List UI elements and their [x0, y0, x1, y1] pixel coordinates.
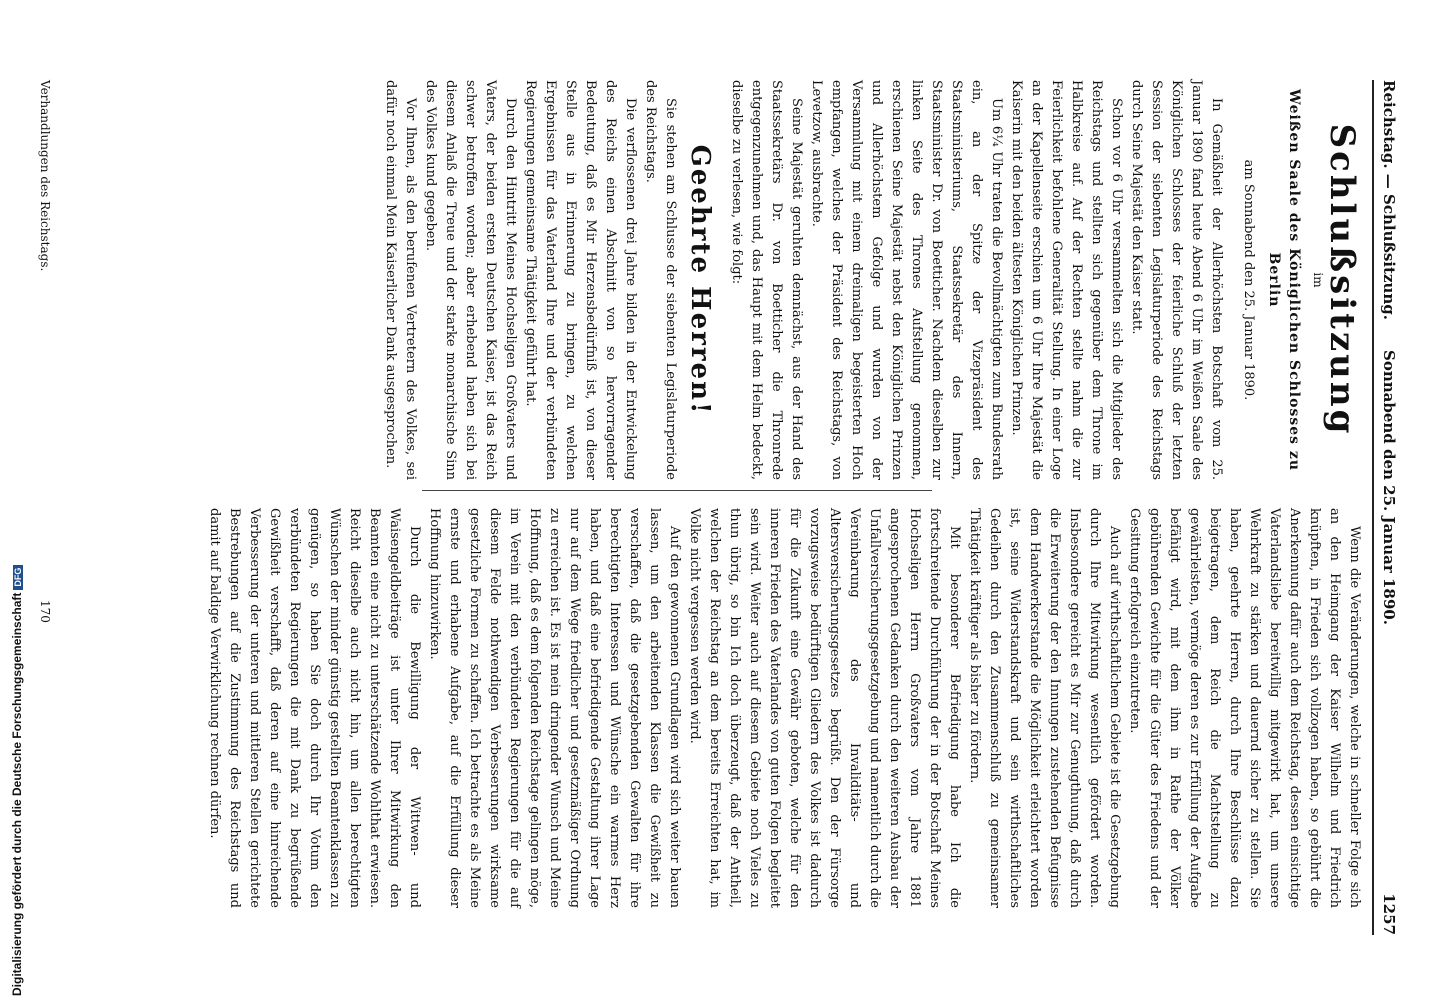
speech-paragraph: Durch den Hintritt Meines Hochseligen Großvaters und Vaters, der beiden ersten Deutschen Kaiser, ist das Reich schwer betroffen worden; aber erhebend haben sich bei diesem Anlaß die Treue und der starke monarchische Sinn des Volkes kund gegeben.: [423, 80, 518, 480]
running-head: [1372, 80, 1404, 935]
speech-paragraph: Vor Ihnen, als den berufenen Vertretern des Volkes, sei dafür noch einmal Mein Kaiserlicher Dank ausgesprochen.: [383, 80, 418, 480]
speech-paragraph: Wenn die Veränderungen, welche in schneller Folge sich an den Heimgang der Kaiser Wilhelm und Friedrich knüpften, in Frieden sich vollzogen haben, so gebührt die Anerkennung dafür auch dem Reichstag, dessen einsichtige Vaterlandsliebe bereitwillig mitgewirkt hat, um unsere Wehrkraft zu stärken und dauernd sicher zu stellen. Sie haben, geehrte Herren, durch Ihre Beschlüsse dazu beigetragen, dem Reich die Machtstellung zu gewährleisten, vermöge deren es zur Erfüllung der Aufgabe befähigt wird, mit dem ihm in Rathe der Völker gebührenden Gewichte für die Güter des Friedens und der Gesittung erfolgreich einzutreten.: [1127, 508, 1362, 908]
intro-paragraph: Schon vor 6 Uhr versammelten sich die Mitglieder des Reichstags und stellten sich gegenüber dem Throne im Halbkreise auf. Auf der Rechten stellte nahm die zur Feierlichkeit befohlene Generalität Stellung. In einer Loge an der Kapellenseite erschien um 6 Uhr Ihre Majestät die Kaiserin mit den beiden ältesten Königlichen Prinzen.: [1009, 80, 1124, 480]
running-head-date: Sonnabend den 25. Januar 1890.: [1380, 350, 1398, 625]
intro-paragraph: Um 6¼ Uhr traten die Bevollmächtigten zum Bundesrath ein, an der Spitze der Vizepräsident des Staatsministeriums, Staatssekretär des Innern, Staatsminister Dr. von Boetticher. Nachdem dieselben zur linken Seite des Thrones Aufstellung genommen, erschienen Seine Majestät nebst den Königlichen Prinzen und Allerhöchstem Gefolge und wurden von der Versammlung mit einem dreimaligen begeisterten Hoch empfangen, welches der Präsident des Reichstags, von Levetzow, ausbrachte.: [809, 80, 1004, 480]
digitization-credit-text: Digitalisierung gefördert durch die Deutsche Forschungsgemeinschaft: [10, 592, 24, 996]
speech-heading: Geehrte Herren!: [685, 144, 715, 416]
intro-paragraph: Seine Majestät geruhten demnächst, aus der Hand des Staatssekretärs Dr. von Boetticher die Thronrede entgegenzunehmen und, das Haupt mit dem Helm bedeckt, dieselbe zu verlesen, wie folgt:: [729, 80, 804, 480]
column-divider: [422, 490, 932, 491]
dfg-logo-icon: DFG: [13, 565, 23, 590]
speech-paragraph: Durch die Bewilligung der Wittwen- und Waisengeldbeiträge ist unter Ihrer Mitwirkung den Beamten eine nicht zu unterschätzende Wohlthat erwiesen. Reicht dieselbe auch nicht hin, um allen berechtigten Wünschen der minder günstig gestellten Beamtenklassen zu genügen, so haben Sie doch durch Ihr Votum den verbündeten Regierungen die mit Dank zu begrüßende Gewißheit verschafft, daß deren auf eine hinreichende Verbesserung der unteren und mittleren Stellen gerichtete Bestrebungen auf die Zustimmung des Reichstags und damit auf baldige Verwirklichung rechnen dürfen.: [207, 508, 422, 908]
left-column: [380, 80, 1364, 480]
running-head-page-number: 1257: [1380, 893, 1398, 935]
session-location: Weißen Saale des Königlichen Schlosses zu Berlin: [1266, 88, 1302, 472]
title-connector: im: [1311, 272, 1325, 288]
running-head-left: Reichstag. — Schlußsitzung.: [1380, 80, 1398, 320]
speech-paragraph: Sie stehen am Schlusse der siebenten Legislaturperiode des Reichstags.: [643, 80, 678, 480]
speech-paragraph: Auf den gewonnenen Grundlagen wird sich weiter bauen lassen, um den arbeitenden Klassen die Gewißheit zu verschaffen, daß die gesetzgebenden Gewalten für ihre berechtigten Interessen und Wünsche ein warmes Herz haben, und daß eine befriedigende Gestaltung ihrer Lage nur auf dem Wege friedlicher und gesetzmäßiger Ordnung zu erreichen ist. Es ist mein dringender Wunsch und Meine Hoffnung, daß es dem folgenden Reichstage gelingen möge, im Verein mit den verbündeten Regierungen für die auf diesem Felde nothwendigen Verbesserungen wirksame gesetzliche Formen zu schaffen. Ich betrachte es als Meine ernste und erhabene Aufgabe, auf die Erfüllung dieser Hoffnung hinzuwirken.: [427, 508, 682, 908]
speech-paragraph: Mit besonderer Befriedigung habe Ich die fortschreitende Durchführung der in der Botschaft Meines Hochseligen Herrn Großvaters vom Jahre 1881 angesprochenen Gedanken durch den weiteren Ausbau der Unfallversicherungsgesetzgebung und namentlich durch die Vereinbarung des Invaliditäts- und Altersversicherungsgesetzes begrüßt. Den der Fürsorge vorzugsweise bedürftigen Gliedern des Volkes ist dadurch für die Zukunft eine Gewähr geboten, welche für den inneren Frieden des Vaterlandes von guten Folgen begleitet sein wird. Weiter auch auf diesem Gebiete noch Vieles zu thun übrig, so bin Ich doch überzeugt, daß der Antheil, welchen der Reichstag an dem bereits Erreichten hat, im Volke nicht vergessen werden wird.: [687, 508, 962, 908]
page-title: Schlußsitzung: [1322, 123, 1362, 437]
speech-paragraph: Die verflossenen drei Jahre bilden in der Entwickelung des Reichs einen Abschnitt von so hervorragender Bedeutung, daß es Mir Herzensbedürfniß ist, von dieser Stelle aus in Erinnerung zu bringen, zu welchen Ergebnissen für das Vaterland Ihre und der verbündeten Regierungen gemeinsame Thätigkeit geführt hat.: [523, 80, 638, 480]
digitization-credit: [10, 0, 34, 996]
intro-paragraph: In Gemäßheit der Allerhöchsten Botschaft vom 25. Januar 1890 fand heute Abend 6 Uhr im Weißen Saale des Königlichen Schlosses der feierliche Schluß der letzten Session der siebenten Legislaturperiode des Reichstags durch Seine Majestät den Kaiser statt.: [1129, 80, 1224, 480]
right-column: [204, 508, 1364, 908]
session-date: am Sonnabend den 25. Januar 1890.: [1241, 159, 1256, 401]
speech-paragraph: Auch auf wirthschaftlichem Gebiete ist die Gesetzgebung durch Ihre Mitwirkung wesentlich gefördert worden. Insbesondere gereicht es Mir zur Genugthuung, daß durch die Erweiterung der den Innungen zustehenden Befugnisse dem Handwerkerstande die Möglichkeit erleichtert worden ist, seine Widerstandskraft und sein wirthschaftliches Gedeihen durch den Zusammenschluß zu gemeinsamer Thätigkeit kräftiger als bisher zu fördern.: [967, 508, 1122, 908]
footer-source: Verhandlungen des Reichstags.: [38, 80, 52, 272]
footer-page-number: 170: [38, 600, 52, 623]
